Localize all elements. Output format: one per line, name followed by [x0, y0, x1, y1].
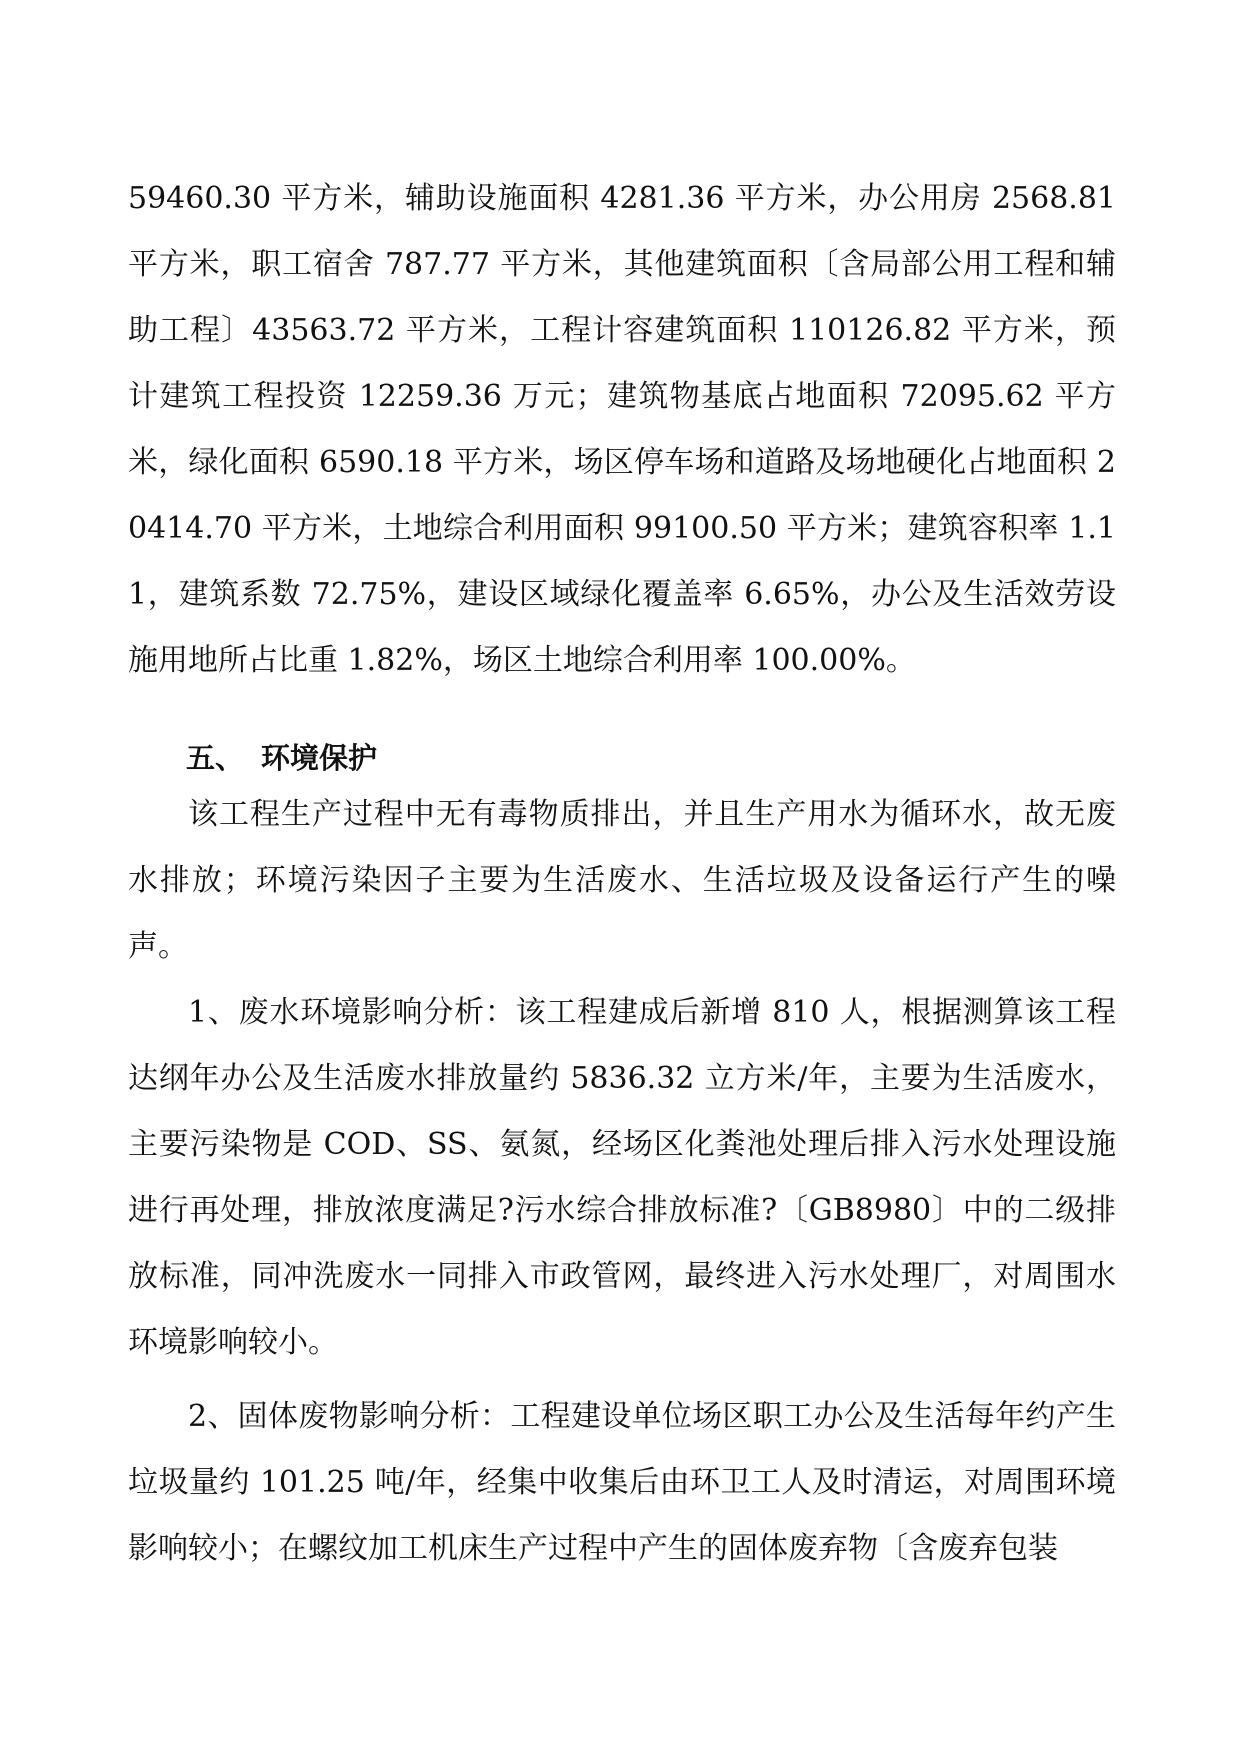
paragraph-land-use-continuation: 59460.30 平方米，辅助设施面积 4281.36 平方米，办公用房 2568.81 平方米，职工宿舍 787.77 平方米，其他建筑面积〔含局部公用工程和辅助工程〕43563.72 平方米，工程计容建筑面积 110126.82 平方米，预计建筑工程投资 12259.36 万元；建筑物基底占地面积 72095.62 平方米，绿化面积 6590.18 平方米，场区停车场和道路及场地硬化占地面积 20414.70 平方米，土地综合利用面积 99100.50 平方米；建筑容积率 1.11，建筑系数 72.75%，建设区域绿化覆盖率 6.65%，办公及生活效劳设施用地所占比重 1.82%，场区土地综合利用率 100.00%。 [128, 181, 1116, 678]
section-title: 环境保护 [261, 741, 378, 775]
paragraph-solid-waste-analysis: 2、固体废物影响分析：工程建设单位场区职工办公及生活每年约产生垃圾量约 101.25 吨/年，经集中收集后由环卫工人及时清运，对周围环境影响较小；在螺纹加工机床生产过程中产生的固体废弃物〔含废弃包装 [128, 1399, 1116, 1566]
paragraph-environment-intro: 该工程生产过程中无有毒物质排出，并且生产用水为循环水，故无废水排放；环境污染因子主要为生活废水、生活垃圾及设备运行产生的噪声。 [128, 797, 1116, 964]
document-body [128, 166, 1116, 1582]
paragraph-gap [128, 1376, 1116, 1384]
section-number: 五、 [186, 741, 245, 775]
paragraph-wastewater-analysis: 1、废水环境影响分析：该工程建成后新增 810 人，根据测算该工程达纲年办公及生活废水排放量约 5836.32 立方米/年，主要为生活废水，主要污染物是 COD、SS、氨氮，经场区化粪池处理后排入污水处理设施进行再处理，排放浓度满足?污水综合排放标准?〔GB8980〕中的二级排放标准，同冲洗废水一同排入市政管网，最终进入污水处理厂，对周围水环境影响较小。 [128, 995, 1116, 1360]
section-heading-environment [128, 734, 1116, 782]
